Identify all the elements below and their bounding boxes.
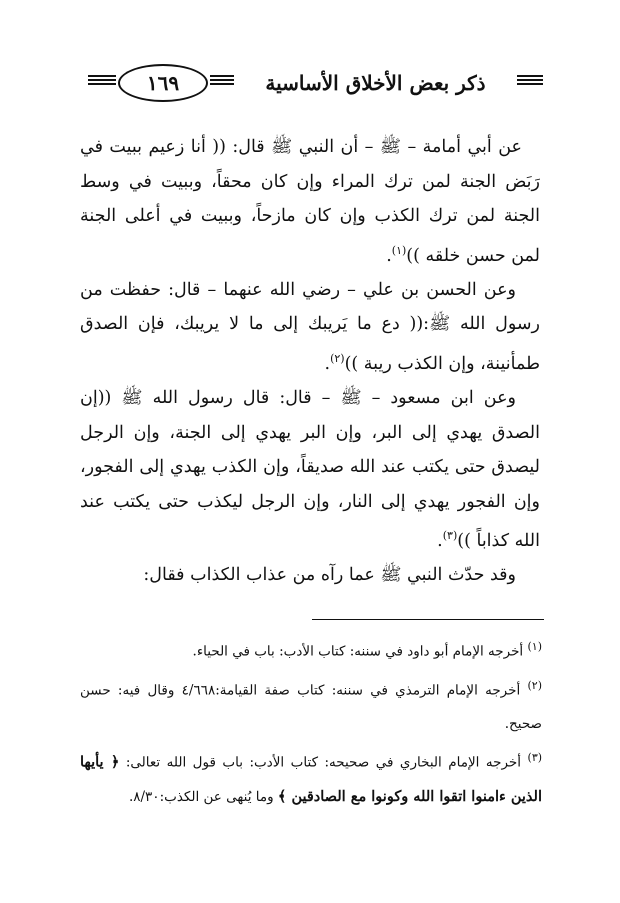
quran-verse: ﴿ يأيها الذين ءامنوا اتقوا الله وكونوا مع الصادقين ﴾ — [80, 753, 542, 805]
page-number: ١٦٩ — [118, 64, 208, 102]
paragraph-abu-umamah: عن أبي أمامة – ﷺ – أن النبي ﷺ قال: (( أنا زعيم ببيت في رَبَض الجنة لمن ترك المراء وإن كان محقاً، وببيت في وسط الجنة لمن ترك الكذب وإن كان مازحاً، وببيت في أعلى الجنة لمن حسن خلقه ))$^{(١)}$. — [80, 137, 540, 266]
header-rule-middle — [210, 75, 234, 89]
footnotes — [80, 630, 542, 814]
paragraph-liar-punishment — [80, 558, 540, 593]
footnote-marker: (٣) — [527, 751, 543, 764]
paragraph-text: وعن الحسن بن علي – رضي الله عنهما – قال: حفظت من رسول الله ﷺ:(( دع ما يَريبك إلى ما لا يريبك، فإن الصدق طمأنينة، وإن الكذب ريبة )) — [80, 279, 540, 374]
paragraph-ibn-masud: وعن ابن مسعود – ﷺ – قال: قال رسول الله ﷺ ((إن الصدق يهدي إلى البر، وإن البر يهدي إلى الجنة، وإن الرجل ليصدق حتى يكتب عند الله صديقاً، وإن الكذب يهدي إلى الفجور، وإن الفجور يهدي إلى النار، وإن الرجل ليكذب حتى يكتب عند الله كذاباً ))$^{(٣)}$. — [80, 388, 540, 551]
footnote-text: أخرجه الإمام الترمذي في سننه: كتاب صفة القيامة:٤/٦٦٨ وقال فيه: حسن صحيح. — [80, 682, 542, 732]
header-rule-right — [517, 75, 543, 89]
footnote-ref-1[interactable]: (١) — [391, 243, 407, 257]
paragraph-text: وعن ابن مسعود – ﷺ – قال: قال رسول الله ﷺ ((إن الصدق يهدي إلى البر، وإن البر يهدي إلى الجنة، وإن الرجل ليصدق حتى يكتب عند الله صديقاً، وإن الكذب يهدي إلى الفجور، وإن الفجور يهدي إلى النار، وإن الرجل ليكذب حتى يكتب عند الله كذاباً )) — [80, 388, 540, 551]
footnote-ref-2[interactable]: (٢) — [330, 351, 345, 365]
header-rule-left — [88, 75, 116, 89]
footnote-ref-3[interactable]: (٣) — [442, 529, 458, 543]
footnote-text: أخرجه الإمام البخاري في صحيحه: كتاب الأدب: باب قول الله تعالى: — [125, 754, 522, 771]
footnote-2 — [80, 669, 542, 742]
main-text — [80, 130, 540, 593]
page-header — [88, 64, 543, 108]
footnote-marker: (١) — [527, 640, 542, 653]
paragraph-al-hasan: وعن الحسن بن علي – رضي الله عنهما – قال: حفظت من رسول الله ﷺ:(( دع ما يَريبك إلى ما لا يريبك، فإن الصدق طمأنينة، وإن الكذب ريبة ))$^{(٢)}$. — [80, 279, 540, 374]
footnote-marker: (٢) — [527, 678, 543, 692]
footnote-text: وما يُنهى عن الكذب:٨/٣٠. — [128, 788, 274, 805]
footnote-separator — [312, 619, 544, 620]
footnote-3 — [80, 741, 542, 814]
paragraph-text: وقد حدّث النبي ﷺ عما رآه من عذاب الكذاب فقال: — [143, 565, 516, 586]
running-title: ذكر بعض الأخلاق الأساسية — [265, 71, 486, 95]
footnote-text: أخرجه الإمام أبو داود في سننه: كتاب الأدب: باب في الحياء. — [192, 643, 524, 660]
footnote-1 — [80, 630, 542, 669]
paragraph-text: عن أبي أمامة – ﷺ – أن النبي ﷺ قال: (( أنا زعيم ببيت في رَبَض الجنة لمن ترك المراء وإن كان محقاً، وببيت في وسط الجنة لمن ترك الكذب وإن كان مازحاً، وببيت في أعلى الجنة لمن حسن خلقه )) — [80, 137, 540, 266]
